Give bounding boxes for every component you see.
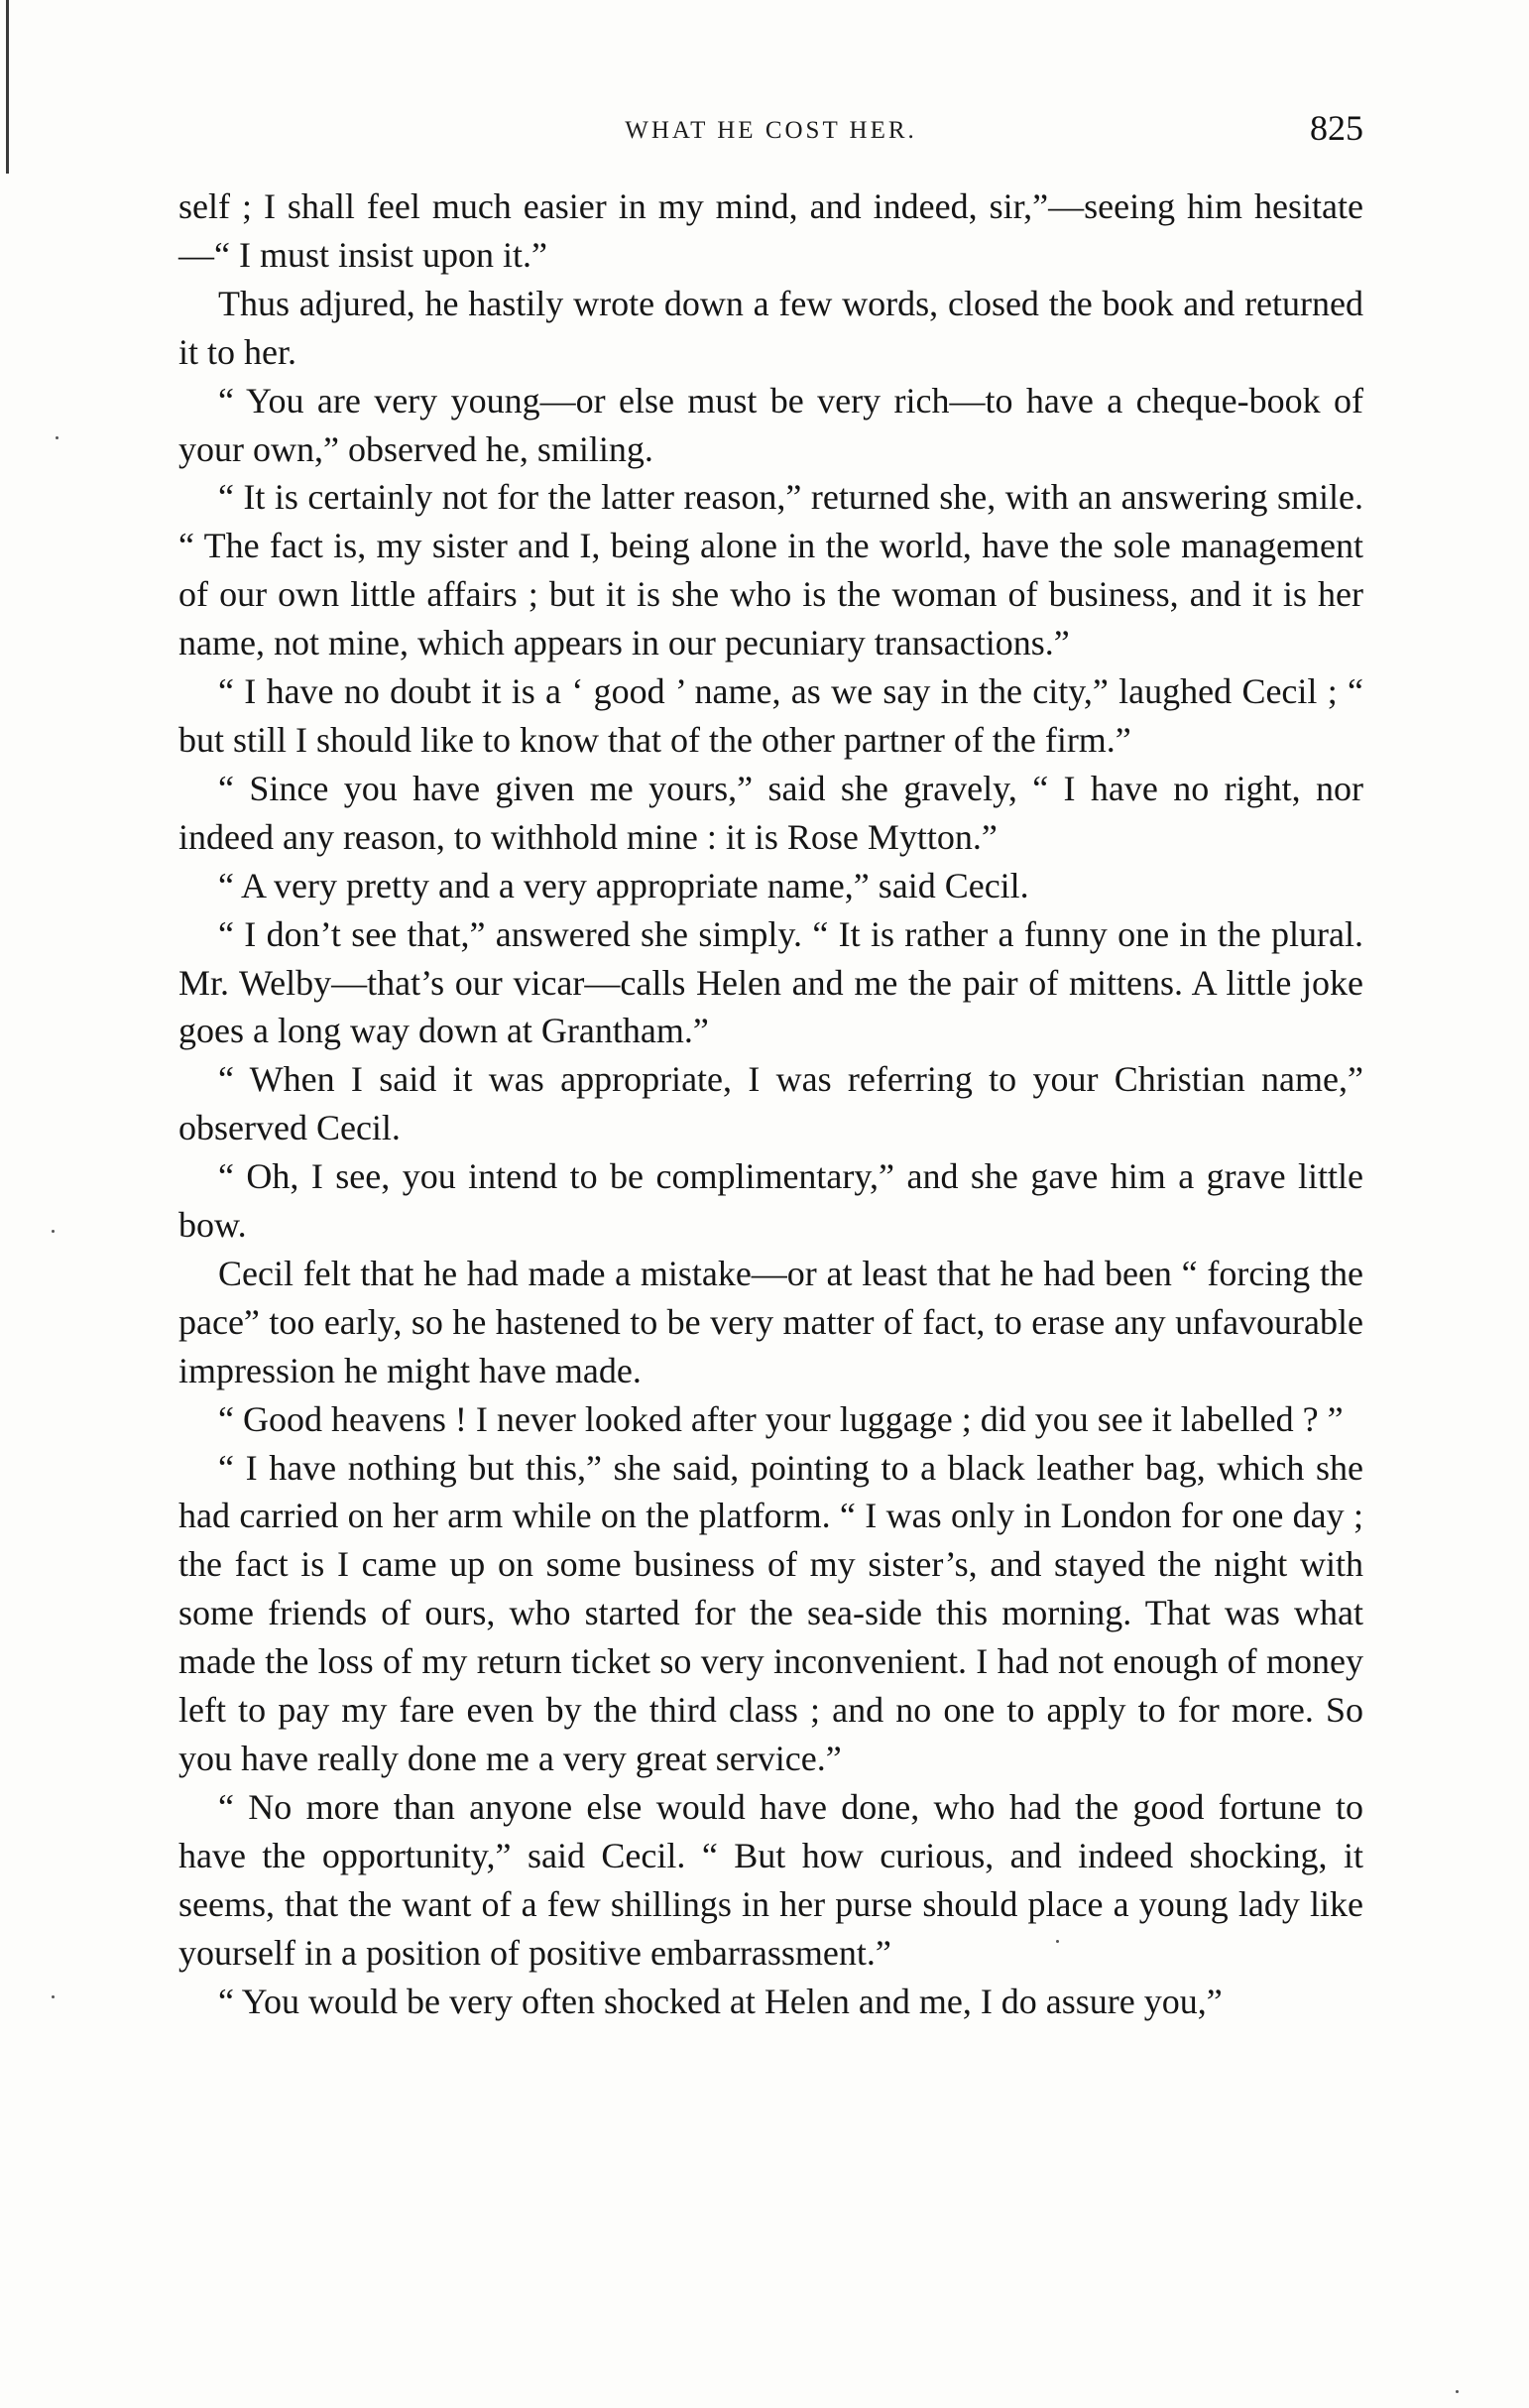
paragraph: “ When I said it was appropriate, I was referring to your Christian name,” observed Cecil. bbox=[178, 1059, 1363, 1148]
paragraph: “ Since you have given me yours,” said she gravely, “ I have no right, nor indeed any reason, to withhold mine : it is Rose Mytton.” bbox=[178, 768, 1363, 857]
paragraph: “ No more than anyone else would have done, who had the good fortune to have the opportunity,” said Cecil. “ But how curious, and indeed shocking, it seems, that the want of a few shillings in her purse should place a young lady like yourself in a position of positive embarrassment.” bbox=[178, 1786, 1363, 1973]
body-text bbox=[178, 182, 1363, 2025]
paragraph: Cecil felt that he had made a mistake—or at least that he had been “ forcing the pace” too early, so he hastened to be very matter of fact, to erase any unfavourable impression he might have made. bbox=[178, 1253, 1363, 1390]
scan-margin-line bbox=[6, 0, 9, 174]
scan-speck bbox=[56, 436, 59, 439]
page-header bbox=[178, 107, 1363, 157]
paragraph: “ Good heavens ! I never looked after your luggage ; did you see it labelled ? ” bbox=[218, 1398, 1344, 1439]
paragraph: “ A very pretty and a very appropriate name,” said Cecil. bbox=[218, 865, 1029, 905]
paragraph: “ Oh, I see, you intend to be complimentary,” and she gave him a grave little bow. bbox=[178, 1156, 1363, 1246]
scan-speck bbox=[52, 1230, 55, 1233]
running-title: WHAT HE COST HER. bbox=[625, 117, 917, 144]
scan-speck bbox=[52, 1995, 55, 1998]
paragraph: Thus adjured, he hastily wrote down a few words, closed the book and returned it to her. bbox=[178, 283, 1363, 372]
scan-speck bbox=[1456, 2390, 1459, 2393]
page-number: 825 bbox=[1310, 108, 1363, 148]
paragraph: “ I have nothing but this,” she said, pointing to a black leather bag, which she had carried on her arm while on the platform. “ I was only in London for one day ; the fact is I came up on some business of my sister’s, and stayed the night with some friends of ours, who started for the sea-side this morning. That was what made the loss of my return ticket so very inconvenient. I had not enough of money left to pay my fare even by the third class ; and no one to apply to for more. So you have really done me a very great service.” bbox=[178, 1447, 1363, 1778]
paragraph: “ You are very young—or else must be very rich—to have a cheque-book of your own,” observed he, smiling. bbox=[178, 380, 1363, 469]
paragraph: self ; I shall feel much easier in my mind, and indeed, sir,”—seeing him hesitate—“ I must insist upon it.” bbox=[178, 186, 1363, 275]
paragraph: “ I have no doubt it is a ‘ good ’ name, as we say in the city,” laughed Cecil ; “ but still I should like to know that of the other partner of the firm.” bbox=[178, 671, 1363, 760]
paragraph: “ I don’t see that,” answered she simply. “ It is rather a funny one in the plural. Mr. Welby—that’s our vicar—calls Helen and me the pair of mittens. A little joke goes a long way down at Grantham.” bbox=[178, 913, 1363, 1051]
paragraph: “ It is certainly not for the latter reason,” returned she, with an answering smile. “ The fact is, my sister and I, being alone in the world, have the sole management of our own little affairs ; but it is she who is the woman of business, and it is her name, not mine, which appears in our pecuniary transactions.” bbox=[178, 477, 1363, 663]
paragraph: “ You would be very often shocked at Helen and me, I do assure you,” bbox=[218, 1981, 1223, 2021]
scan-speck bbox=[1056, 1940, 1059, 1943]
